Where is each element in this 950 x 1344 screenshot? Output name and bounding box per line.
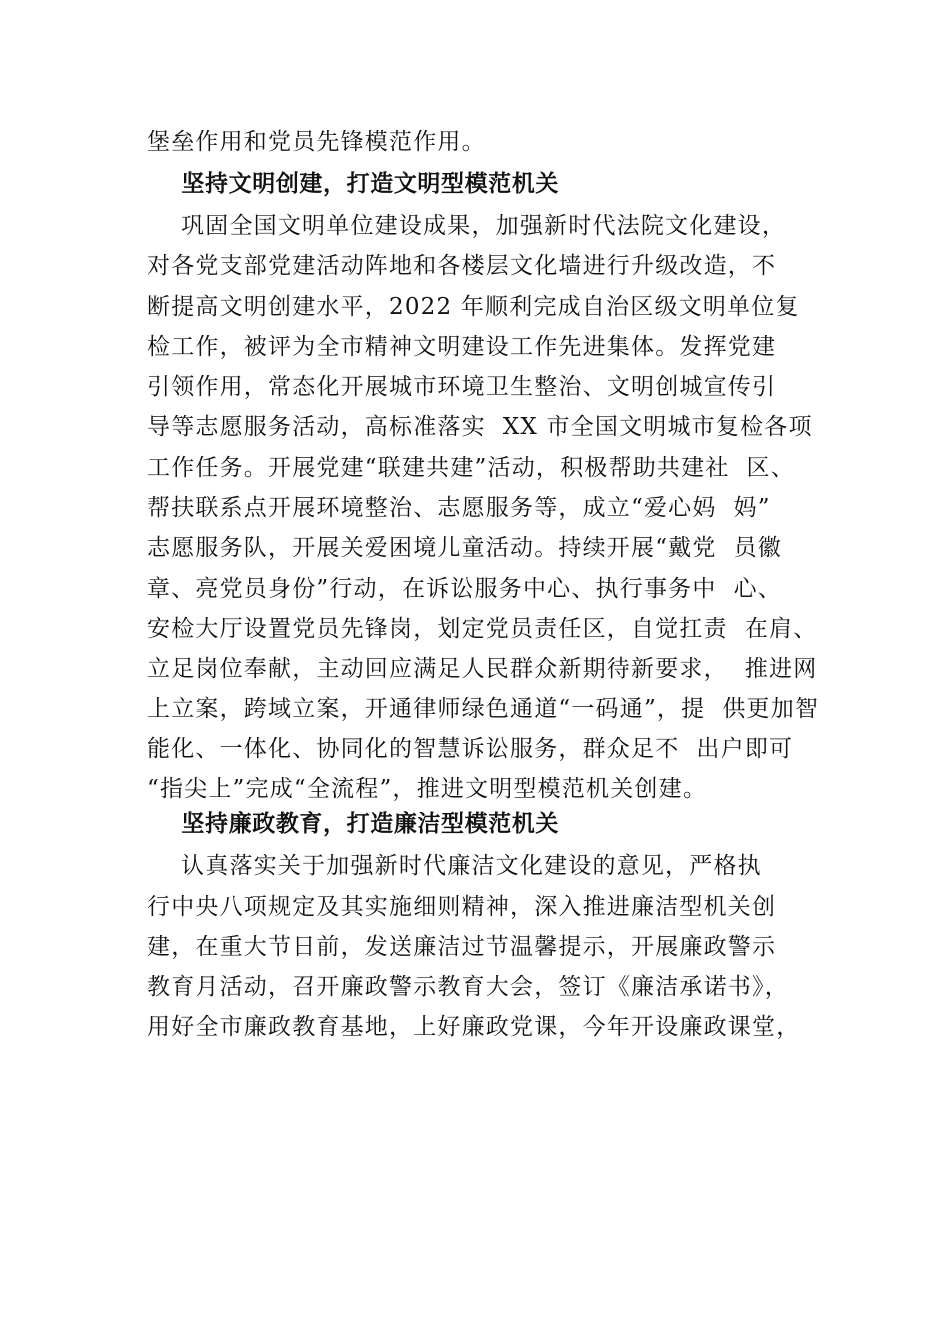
- section-heading-civilization: 坚持文明创建，打造文明型模范机关: [147, 171, 560, 197]
- paragraph-line: 检工作，被评为全市精神文明建设工作先进集体。发挥党建: [147, 334, 777, 360]
- paragraph-line: 立足岗位奉献，主动回应满足人民群众新期待新要求， 推进网: [147, 656, 818, 682]
- paragraph-line: 用好全市廉政教育基地，上好廉政党课，今年开设廉政课堂，: [147, 1014, 801, 1040]
- paragraph-line: 安检大厅设置党员先锋岗，划定党员责任区，自觉扛责 在肩、: [147, 616, 818, 642]
- paragraph-line: 堡垒作用和党员先锋模范作用。: [147, 129, 486, 155]
- paragraph-line: 引领作用，常态化开展城市环境卫生整治、文明创城宣传引: [147, 374, 777, 400]
- paragraph-line: 巩固全国文明单位建设成果，加强新时代法院文化建设，: [147, 213, 787, 239]
- paragraph-line: 工作任务。开展党建“联建共建”活动，积极帮助共建社 区、: [147, 455, 795, 481]
- paragraph-line: 断提高文明创建水平，2022 年顺利完成自治区级文明单位复: [147, 294, 800, 320]
- paragraph-line: 建，在重大节日前，发送廉洁过节温馨提示，开展廉政警示: [147, 934, 777, 960]
- paragraph-line: 导等志愿服务活动，高标准落实 XX 市全国文明城市复检各项: [147, 414, 813, 440]
- paragraph-line: 志愿服务队，开展关爱困境儿童活动。持续开展“戴党 员徽: [147, 535, 782, 561]
- section-heading-integrity: 坚持廉政教育，打造廉洁型模范机关: [147, 811, 560, 837]
- paragraph-line: 行中央八项规定及其实施细则精神，深入推进廉洁型机关创: [147, 894, 777, 920]
- paragraph-line: “指尖上”完成“全流程”，推进文明型模范机关创建。: [147, 776, 708, 802]
- paragraph-line: 上立案，跨域立案，开通律师绿色通道“一码通”，提 供更加智: [147, 696, 820, 722]
- paragraph-line: 教育月活动，召开廉政警示教育大会，签订《廉洁承诺书》，: [147, 974, 789, 1000]
- paragraph-line: 对各党支部党建活动阵地和各楼层文化墙进行升级改造，不: [147, 253, 777, 279]
- paragraph-line: 章、亮党员身份”行动，在诉讼服务中心、执行事务中 心、: [147, 576, 782, 602]
- paragraph-line: 认真落实关于加强新时代廉洁文化建设的意见，严格执: [147, 853, 762, 879]
- paragraph-line: 帮扶联系点开展环境整治、志愿服务等，成立“爱心妈 妈”: [147, 495, 771, 521]
- paragraph-line: 能化、一体化、协同化的智慧诉讼服务，群众足不 出户即可: [147, 736, 794, 762]
